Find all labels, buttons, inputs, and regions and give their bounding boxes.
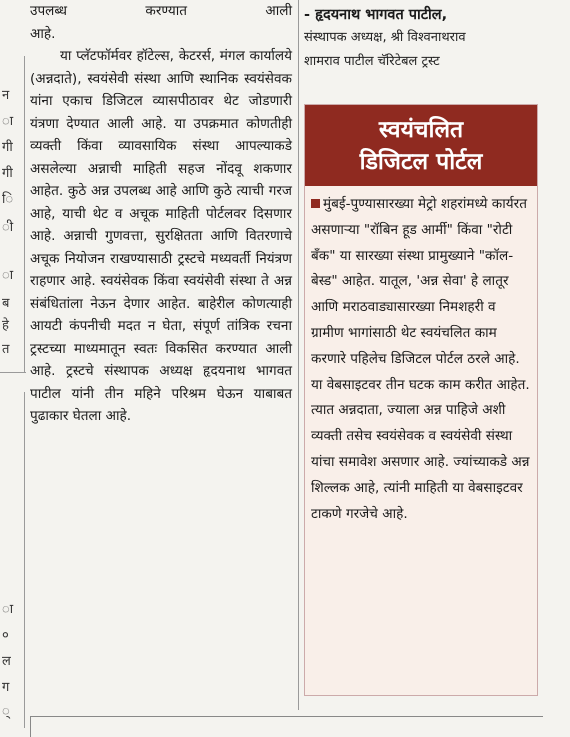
prev-glyph: ा <box>2 602 14 617</box>
square-bullet-icon <box>311 199 320 208</box>
prev-glyph: ा <box>2 114 14 129</box>
article-line: उपलब्ध करण्यात आली <box>30 3 292 19</box>
prev-glyph: हे <box>2 318 9 333</box>
prev-glyph: ल <box>2 654 11 669</box>
prev-glyph: न <box>2 88 10 103</box>
prev-glyph: गी <box>2 166 13 181</box>
sidebar-box-title: डिजिटल पोर्टल <box>359 149 483 175</box>
prev-glyph: ी <box>2 220 14 235</box>
prev-glyph: ि <box>2 192 14 207</box>
prev-glyph: गी <box>2 140 13 155</box>
article-column <box>30 0 292 428</box>
prev-glyph: त <box>2 342 10 357</box>
column-rule <box>298 0 299 710</box>
prev-glyph: ् <box>2 704 10 719</box>
previous-column-fragment <box>0 0 26 728</box>
next-article-box-edge <box>30 716 543 737</box>
column-rule <box>24 56 25 372</box>
prev-glyph: ब <box>2 296 10 311</box>
article-line: आहे. <box>30 25 56 42</box>
author-name: - हृदयनाथ भागवत पाटील, <box>304 7 448 23</box>
sidebar-box-text: मुंबई-पुण्यासारख्या मेट्रो शहरांमध्ये कार्यरत असणाऱ्या "रॉबिन हूड आर्मी" किंवा "रोटी बँक" या सारख्या संस्था प्रामुख्याने "कॉल-बेस्ड" आहेत. यातूल, 'अन्न सेवा' हे लातूर आणि मराठवाड्यासारख्या निमशहरी व ग्रामीण भागांसाठी थेट स्वयंचलित काम करणारे पहिलेच डिजिटल पोर्टल ठरले आहे. या वेबसाइटवर तीन घटक काम करीत आहेत. त्यात अन्नदाता, ज्याला अन्न पाहिजे अशी व्यक्ती तसेच स्वयंसेवक व स्वयंसेवी संस्था यांचा समावेश असणार आहे. ज्यांच्याकडे अन्न शिल्लक आहे, त्यांनी माहिती या वेबसाइटवर टाकणे गरजेचे आहे. <box>311 196 530 522</box>
divider <box>0 372 26 373</box>
author-role: शामराव पाटील चॅरिटेबल ट्रस्ट <box>304 54 440 69</box>
author-signature <box>304 4 554 74</box>
sidebar-box-body <box>305 186 537 527</box>
sidebar-box-header <box>305 105 537 186</box>
prev-glyph: ० <box>2 628 9 643</box>
author-role: संस्थापक अध्यक्ष, श्री विश्वनाथराव <box>304 30 466 45</box>
article-paragraph: या प्लॅटफॉर्मवर हॉटेल्स, केटरर्स, मंगल कार्यालये (अन्नदाते), स्वयंसेवी संस्था आणि स्थानिक स्वयंसेवक यांना एकाच डिजिटल व्यासपीठावर थेट जोडणारी यंत्रणा देण्यात आली आहे. या उपक्रमात कोणतीही व्यक्ती किंवा व्यावसायिक संस्था आपल्याकडे असलेल्या अन्नाची माहिती सहज नोंदवू शकणार आहेत. कुठे अन्न उपलब्ध आहे आणि कुठे त्याची गरज आहे, याची थेट व अचूक माहिती पोर्टलवर दिसणार आहे. अन्नाची गुणवत्ता, सुरक्षितता आणि वितरणाचे अचूक नियोजन राखण्यासाठी ट्रस्टचे मध्यवर्ती नियंत्रण राहणार आहे. स्वयंसेवक किंवा स्वयंसेवी संस्था ते अन्न संबंधितांला नेऊन देणार आहेत. बाहेरील कोणत्याही आयटी कंपनीची मदत न घेता, संपूर्ण तांत्रिक रचना ट्रस्टच्या माध्यमातून स्वतः विकसित करण्यात आली आहे. ट्रस्टचे संस्थापक अध्यक्ष हृदयनाथ भागवत पाटील यांनी तीन महिने परिश्रम घेऊन याबाबत पुढाकार घेतला आहे. <box>30 48 292 424</box>
prev-glyph: ा <box>2 268 14 283</box>
column-rule <box>24 392 25 728</box>
sidebar-box <box>304 104 538 696</box>
prev-glyph: ग <box>2 680 10 695</box>
sidebar-box-title: स्वयंचलित <box>378 117 464 143</box>
